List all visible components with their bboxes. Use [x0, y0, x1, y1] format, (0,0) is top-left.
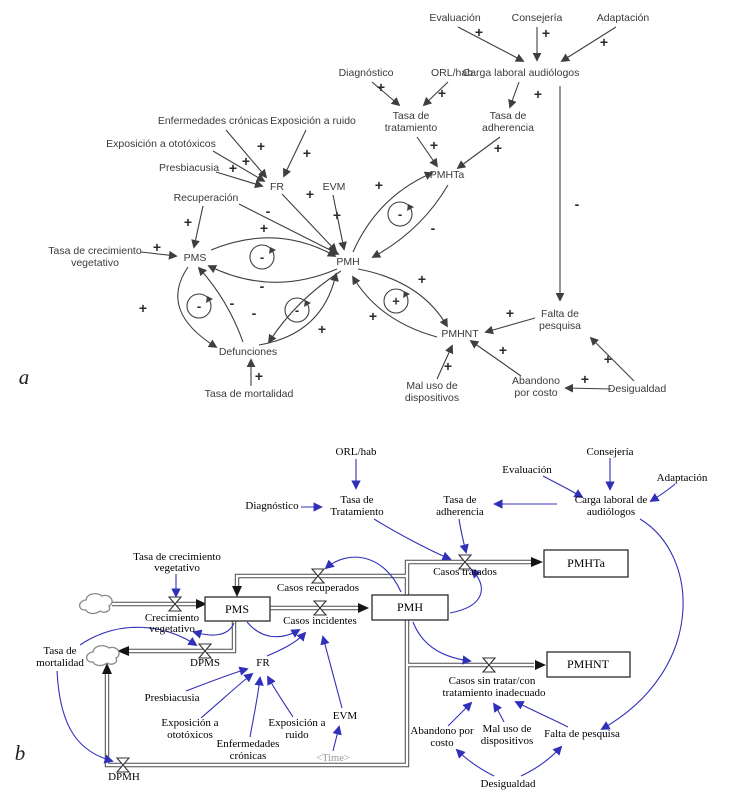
blink-expoto-fr — [201, 674, 252, 718]
sign: - — [430, 220, 436, 236]
var-fr: FR — [256, 657, 270, 669]
flow-dpms-label: DPMS — [190, 657, 220, 669]
sign: + — [443, 358, 453, 374]
blink-maluso-sintratar — [494, 704, 504, 722]
blink-evm-incidentes — [323, 637, 342, 708]
var-tasa-crecimiento: Tasa de crecimiento — [133, 551, 221, 563]
node-pms: PMS — [183, 252, 207, 264]
var-enfermedades-cronicas: Enfermedades — [216, 738, 280, 750]
panel-b-tag: b — [14, 741, 26, 765]
loop-arrow-icon — [407, 204, 414, 211]
blink-abandono-sintratar — [448, 703, 471, 726]
blink-desigualdad-abandono — [457, 750, 494, 776]
var-exposicion-ototoxicos: ototóxicos — [167, 729, 213, 741]
sign: + — [376, 79, 386, 95]
var-mal-uso: Mal uso de — [482, 723, 532, 735]
var-tasa-tratamiento: Tratamiento — [330, 506, 384, 518]
sign: + — [332, 207, 342, 223]
var-presbiacusia: Presbiacusia — [144, 692, 200, 704]
sign: + — [474, 24, 484, 40]
loop-pmh-pmhnt — [384, 289, 410, 313]
link-pmh-pmhta — [353, 173, 432, 252]
link-pmh-defunciones — [269, 271, 341, 342]
sign: - — [574, 196, 580, 212]
var-adaptacion: Adaptación — [656, 472, 708, 484]
node-carga-laboral: Carga laboral audiólogos — [462, 67, 580, 79]
node-diagnostico: Diagnóstico — [338, 67, 394, 79]
node-tasa-crecimiento: vegetativo — [71, 257, 119, 269]
flow-dpmh-label: DPMH — [108, 771, 140, 783]
sign: + — [305, 186, 315, 202]
panel-a — [19, 12, 667, 404]
blink-tasatrat-tratados — [374, 519, 450, 559]
node-evm: EVM — [322, 181, 346, 193]
stock-pmhta-label: PMHTa — [567, 556, 605, 570]
link-pmh-pms — [209, 266, 337, 282]
sign: + — [228, 160, 238, 176]
blink-tasaadh-tratados — [459, 519, 466, 552]
var-exposicion-ruido: Exposición a — [268, 717, 326, 729]
sink-cloud — [87, 646, 119, 666]
link-fr-pmh — [282, 194, 336, 251]
panel-a-links — [138, 27, 634, 389]
link-presbiacusia-fr — [216, 172, 262, 186]
loop-arrow-icon — [403, 291, 410, 298]
sign: + — [417, 271, 427, 287]
node-exposicion-ruido: Exposición a ruido — [270, 115, 356, 127]
var-tasa-mortalidad: Tasa de — [43, 645, 77, 657]
sign: + — [603, 351, 613, 367]
sign: + — [533, 86, 543, 102]
loop-arrow-icon — [304, 300, 311, 307]
sign: - — [229, 295, 235, 311]
sign: + — [580, 371, 590, 387]
blink-pmh-sintratar — [413, 622, 470, 661]
stock-pmh-label: PMH — [396, 600, 424, 614]
link-recuperacion-pmh — [239, 204, 338, 254]
node-consejeria: Consejería — [511, 12, 563, 24]
loop-pms-pmh — [250, 245, 276, 269]
node-desigualdad: Desigualdad — [607, 383, 667, 395]
link-carga-tasaadh — [510, 82, 519, 107]
loop-pmh-defunciones — [285, 298, 311, 322]
link-recuperacion-pms — [194, 206, 203, 247]
var-carga-laboral: audiólogos — [586, 506, 636, 518]
sign: + — [493, 140, 503, 156]
node-presbiacusia: Presbiacusia — [158, 162, 220, 174]
sign: + — [498, 342, 508, 358]
loop-sign: - — [196, 298, 202, 314]
node-adaptacion: Adaptación — [596, 12, 650, 24]
stock-pmhnt-label: PMHNT — [566, 657, 610, 671]
var-falta-pesquisa: Falta de pesquisa — [544, 728, 620, 740]
sign: + — [241, 153, 251, 169]
var-mal-uso: dispositivos — [480, 735, 534, 747]
panel-a-tag: a — [18, 365, 30, 389]
node-falta-pesquisa: Falta de — [541, 308, 579, 320]
var-evaluacion: Evaluación — [502, 464, 552, 476]
blink-expruido-fr — [268, 677, 293, 717]
node-pmhta: PMHTa — [429, 169, 465, 181]
flow-casos-recuperados-label: Casos recuperados — [276, 582, 360, 594]
panel-a-nodes — [48, 12, 666, 404]
sign: - — [259, 278, 265, 294]
sign: + — [183, 214, 193, 230]
node-tasa-mortalidad: Tasa de mortalidad — [204, 388, 294, 400]
sign: + — [437, 85, 447, 101]
sign: + — [374, 177, 384, 193]
node-defunciones: Defunciones — [218, 346, 278, 358]
sign: + — [599, 34, 609, 50]
panel-b — [15, 446, 708, 790]
node-enfermedades-cronicas: Enfermedades crónicas — [157, 115, 269, 127]
stock-pms-label: PMS — [224, 602, 250, 616]
var-time: <Time> — [316, 753, 350, 764]
flow-casos-tratados-label: Casos tratados — [433, 566, 497, 578]
link-evaluacion-carga — [458, 27, 523, 61]
source-cloud — [80, 594, 112, 614]
blink-time-evm — [333, 727, 339, 751]
var-exposicion-ototoxicos: Exposición a — [161, 717, 219, 729]
flow-arrow-into-pms-top — [232, 586, 242, 597]
node-recuperacion: Recuperación — [173, 192, 239, 204]
blink-pms-crecimiento — [194, 623, 234, 635]
var-desigualdad: Desigualdad — [480, 778, 536, 790]
sign: + — [368, 308, 378, 324]
blink-presbiacusia-fr — [186, 669, 247, 691]
var-abandono: Abandono por — [410, 725, 474, 737]
node-tasa-crecimiento: Tasa de crecimiento — [48, 245, 142, 257]
sign: - — [251, 305, 257, 321]
loop-pmh-pmhta — [388, 202, 414, 226]
flow-crecimiento-label: vegetativo — [149, 623, 195, 635]
flow-arrow-into-pmhta — [531, 557, 543, 567]
node-tasa-tratamiento: tratamiento — [384, 122, 438, 134]
loop-arrow-icon — [206, 296, 213, 303]
sign: + — [302, 145, 312, 161]
node-orl-hab: ORL/hab — [430, 67, 474, 79]
var-enfermedades-cronicas: crónicas — [229, 750, 267, 762]
link-abandono-pmhnt — [471, 341, 521, 376]
var-exposicion-ruido: ruido — [285, 729, 309, 741]
sign: - — [265, 203, 271, 219]
flow-casos-sin-tratar-label: tratamiento inadecuado — [442, 687, 546, 699]
node-evaluacion: Evaluación — [429, 12, 481, 24]
node-exposicion-ototoxicos: Exposición a ototóxicos — [106, 138, 216, 150]
sign: + — [317, 321, 327, 337]
loop-sign: - — [397, 206, 403, 222]
loop-arrow-icon — [269, 247, 276, 254]
link-pmhta-pmh — [373, 185, 448, 257]
var-tasa-adherencia: adherencia — [436, 506, 484, 518]
loop-sign: - — [294, 302, 300, 318]
loop-sign: + — [392, 293, 400, 309]
var-tasa-adherencia: Tasa de — [443, 494, 477, 506]
blink-desigualdad-falta — [521, 747, 561, 776]
node-abandono: por costo — [514, 387, 558, 399]
flow-arrow-into-pmh — [358, 603, 369, 613]
sign: + — [505, 305, 515, 321]
sign: + — [429, 137, 439, 153]
flow-casos-incidentes-label: Casos incidentes — [283, 615, 357, 627]
var-evm: EVM — [332, 710, 358, 722]
var-consejeria: Consejería — [586, 446, 634, 458]
var-tasa-tratamiento: Tasa de — [340, 494, 374, 506]
sign: + — [256, 138, 266, 154]
sign: + — [138, 300, 148, 316]
node-abandono: Abandono — [512, 375, 560, 387]
var-tasa-mortalidad: mortalidad — [36, 657, 84, 669]
loop-pms-defunciones — [187, 294, 213, 318]
var-diagnostico: Diagnóstico — [245, 500, 299, 512]
flow-crecimiento-label: Crecimiento — [144, 612, 200, 624]
node-pmh: PMH — [336, 256, 360, 268]
node-tasa-adherencia: adherencia — [482, 122, 534, 134]
link-desigualdad-falta — [591, 338, 634, 381]
sign: + — [541, 25, 551, 41]
node-falta-pesquisa: pesquisa — [538, 320, 582, 332]
var-carga-laboral: Carga laboral de — [574, 494, 648, 506]
blink-enfcron-fr — [250, 678, 260, 737]
blink-adaptacion-carga — [651, 484, 675, 501]
flow-casos-sin-tratar-label: Casos sin tratar/con — [448, 675, 536, 687]
node-mal-uso: dispositivos — [404, 392, 460, 404]
sign: + — [152, 239, 162, 255]
var-tasa-crecimiento: vegetativo — [154, 562, 200, 574]
sign: + — [259, 220, 269, 236]
var-abandono: costo — [430, 737, 454, 749]
link-defunciones-pms — [196, 268, 243, 342]
sign: + — [254, 368, 264, 384]
node-tasa-adherencia: Tasa de — [489, 110, 527, 122]
var-orl-hab: ORL/hab — [335, 446, 377, 458]
node-tasa-tratamiento: Tasa de — [392, 110, 430, 122]
node-mal-uso: Mal uso de — [406, 380, 458, 392]
node-pmhnt: PMHNT — [441, 328, 479, 340]
node-fr: FR — [270, 181, 284, 193]
loop-sign: - — [259, 249, 265, 265]
blink-tasamort-dpmh — [57, 671, 112, 761]
link-desigualdad-abandono — [566, 388, 611, 389]
flow-arrow-into-pmhnt — [535, 660, 546, 670]
